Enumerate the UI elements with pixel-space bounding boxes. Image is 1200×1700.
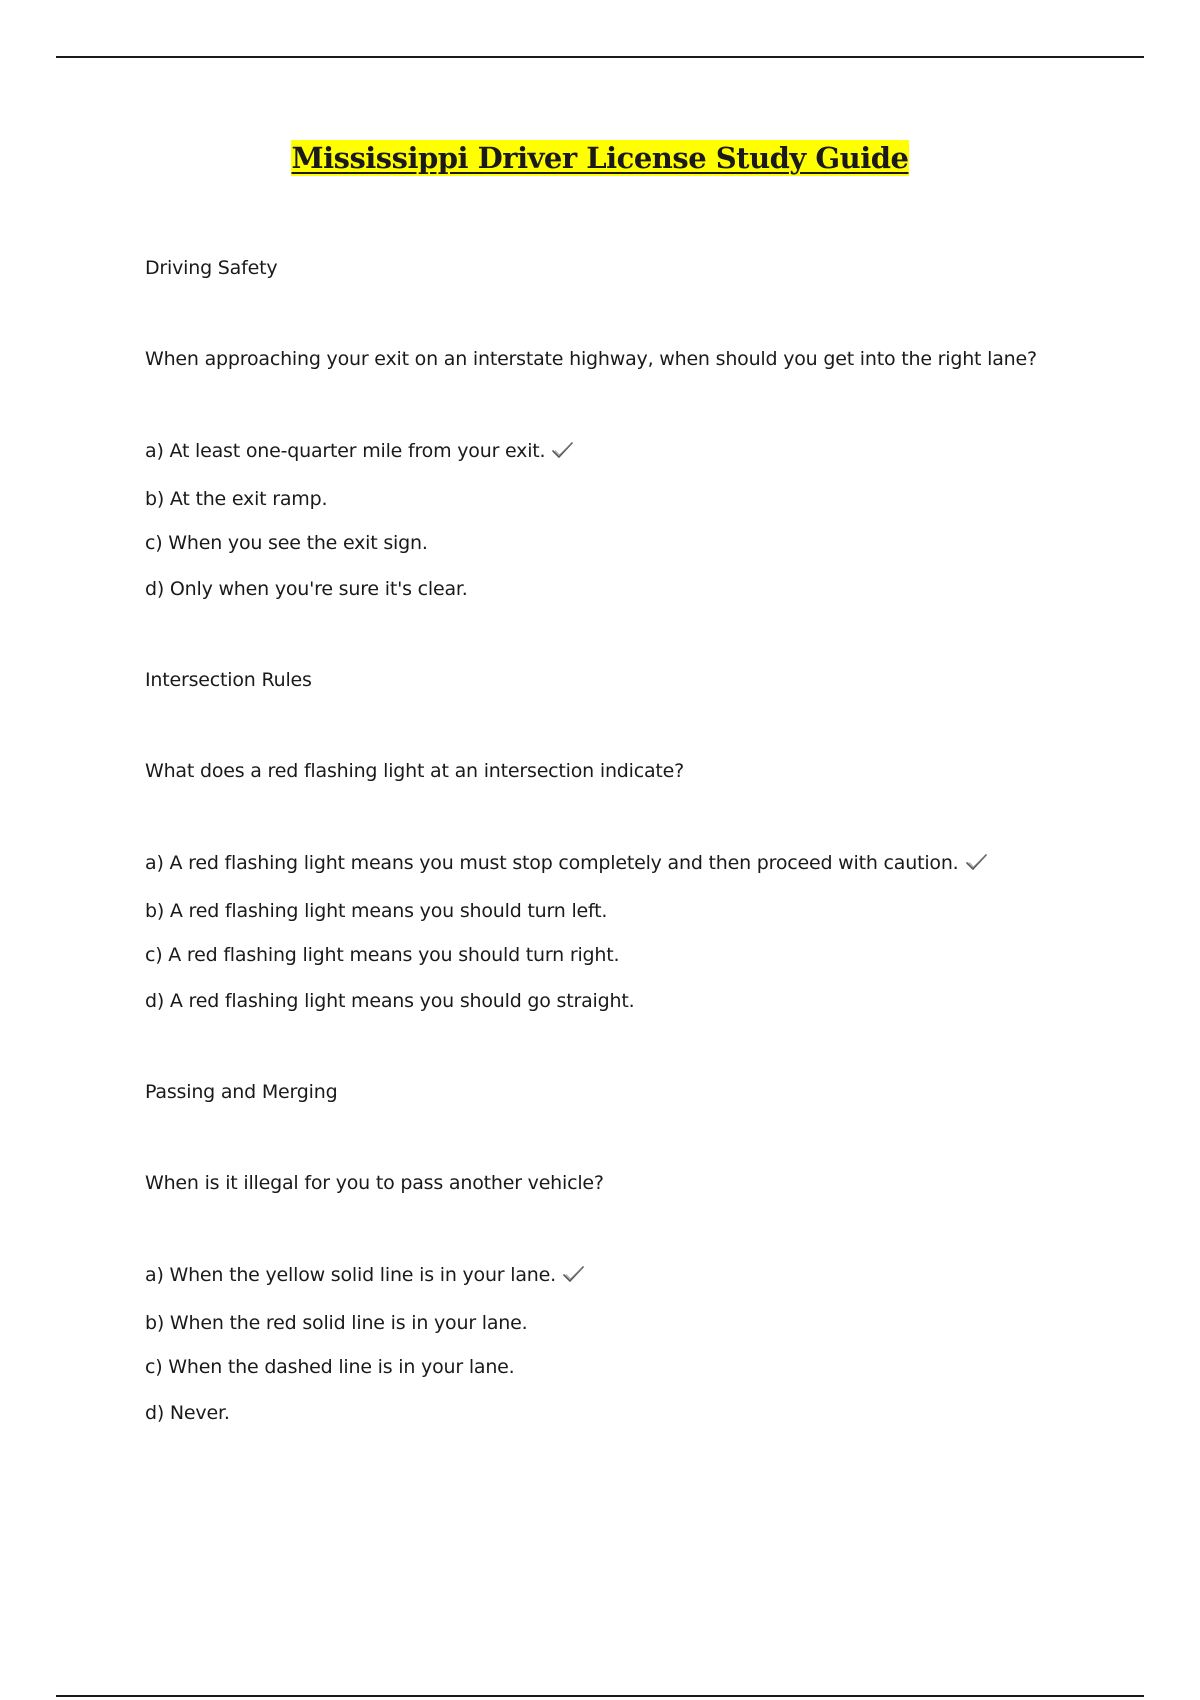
question-text: When is it illegal for you to pass another vehicle? xyxy=(145,1172,604,1194)
answer-option xyxy=(145,851,989,875)
document-title: Mississippi Driver License Study Guide xyxy=(291,141,909,175)
answer-option-text: c) A red flashing light means you should turn right. xyxy=(145,944,620,966)
check-mark-icon xyxy=(965,852,989,872)
check-mark-icon xyxy=(562,1264,586,1284)
answer-option-text: b) A red flashing light means you should turn left. xyxy=(145,900,608,922)
section-heading: Intersection Rules xyxy=(145,669,312,691)
answer-option xyxy=(145,989,634,1013)
check-mark-icon xyxy=(551,440,575,460)
answer-option xyxy=(145,577,468,601)
answer-option xyxy=(145,1355,515,1379)
question-text: What does a red flashing light at an intersection indicate? xyxy=(145,760,685,782)
answer-option-text: a) At least one-quarter mile from your exit. xyxy=(145,440,546,462)
answer-option-text: b) At the exit ramp. xyxy=(145,488,328,510)
answer-option-text: d) A red flashing light means you should go straight. xyxy=(145,990,635,1012)
answer-option xyxy=(145,487,327,511)
header-rule xyxy=(56,56,1144,58)
answer-option xyxy=(145,1401,230,1425)
answer-option xyxy=(145,1263,586,1287)
answer-option xyxy=(145,439,575,463)
answer-option-text: a) When the yellow solid line is in your lane. xyxy=(145,1264,556,1286)
question-text: When approaching your exit on an interstate highway, when should you get into the right lane? xyxy=(145,348,1037,370)
answer-option-text: c) When you see the exit sign. xyxy=(145,532,428,554)
answer-option xyxy=(145,899,607,923)
title-container xyxy=(0,140,1200,176)
answer-option xyxy=(145,943,619,967)
answer-option-text: d) Only when you're sure it's clear. xyxy=(145,578,468,600)
answer-option-text: a) A red flashing light means you must stop completely and then proceed with caution. xyxy=(145,852,959,874)
answer-option-text: c) When the dashed line is in your lane. xyxy=(145,1356,515,1378)
answer-option xyxy=(145,1311,527,1335)
section-heading: Driving Safety xyxy=(145,257,278,279)
answer-option-text: b) When the red solid line is in your lane. xyxy=(145,1312,528,1334)
answer-option xyxy=(145,531,428,555)
section-heading: Passing and Merging xyxy=(145,1081,338,1103)
footer-rule xyxy=(56,1695,1144,1697)
answer-option-text: d) Never. xyxy=(145,1402,230,1424)
